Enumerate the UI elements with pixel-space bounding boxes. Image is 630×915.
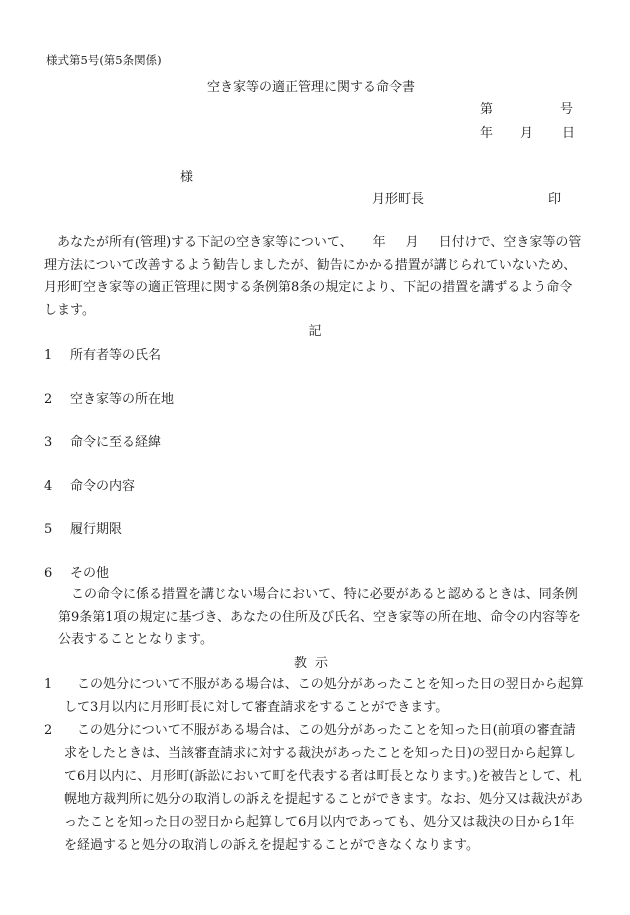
note-number: 2 bbox=[44, 723, 53, 738]
list-item bbox=[44, 431, 161, 450]
issuer: 月形町長 bbox=[372, 192, 425, 207]
document-number-suffix: 号 bbox=[560, 102, 574, 117]
note-number: 1 bbox=[44, 677, 53, 692]
seal-mark: 印 bbox=[548, 192, 562, 207]
list-item bbox=[44, 475, 135, 494]
date-year: 年 bbox=[480, 126, 494, 141]
form-number: 様式第5号(第5条関係) bbox=[46, 53, 162, 67]
list-item bbox=[44, 344, 161, 363]
body-rest: 日付けで、空き家等の管理方法について改善するよう勧告しましたが、勧告にかかる措置が講じられていないため、月形町空き家等の適正管理に関する条例第8条の規定により、下記の措置を講ずるよう命令します。 bbox=[44, 235, 582, 318]
item-number: 5 bbox=[44, 522, 53, 537]
list-item bbox=[44, 388, 174, 407]
date-day: 日 bbox=[562, 126, 576, 141]
ki-heading: 記 bbox=[308, 324, 322, 339]
note-text: この処分について不服がある場合は、この処分があったことを知った日(前項の審査請求をしたときは、当該審査請求に対する裁決があったことを知った日)の翌日から起算して6月以内に、月形町(訴訟において町を代表する者は町長となります。)を被告として、札幌地方裁判所に処分の取消しの訴えを提起することができます。なお、処分又は裁決があったことを知った日の翌日から起算して6月以内であっても、処分又は裁決の日から1年を経過すると処分の取消しの訴えを提起することができなくなります。 bbox=[64, 723, 583, 853]
list-item bbox=[44, 518, 122, 537]
note-text: この処分について不服がある場合は、この処分があったことを知った日の翌日から起算して3月以内に月形町長に対して審査請求をすることができます。 bbox=[64, 677, 584, 715]
item-label: 命令に至る経緯 bbox=[70, 435, 162, 450]
document-title bbox=[0, 76, 630, 95]
note-item bbox=[44, 673, 586, 719]
kyoji-heading: 教示 bbox=[293, 656, 336, 671]
item-number: 6 bbox=[44, 566, 53, 581]
body-month: 月 bbox=[405, 235, 419, 250]
item-number: 3 bbox=[44, 435, 53, 450]
item-label: 空き家等の所在地 bbox=[70, 392, 175, 407]
body-paragraph bbox=[44, 232, 584, 322]
item-number: 1 bbox=[44, 348, 53, 363]
note-item bbox=[44, 719, 586, 857]
item-label: 履行期限 bbox=[70, 522, 123, 537]
item-label: その他 bbox=[70, 566, 110, 581]
item-number: 2 bbox=[44, 392, 53, 407]
item-number: 4 bbox=[44, 479, 53, 494]
document-number-prefix: 第 bbox=[480, 102, 494, 117]
body-year: 年 bbox=[372, 235, 386, 250]
body-part1: あなたが所有(管理)する下記の空き家等について、 bbox=[57, 235, 353, 250]
item-label: 所有者等の氏名 bbox=[70, 348, 162, 363]
addressee-suffix: 様 bbox=[180, 170, 194, 185]
item-label: 命令の内容 bbox=[70, 479, 136, 494]
document-title-text: 空き家等の適正管理に関する命令書 bbox=[206, 80, 415, 95]
other-paragraph: この命令に係る措置を講じない場合において、特に必要があると認めるときは、同条例第9条第1項の規定に基づき、あなたの住所及び氏名、空き家等の所在地、命令の内容等を公表することとなります。 bbox=[58, 587, 582, 647]
list-item bbox=[44, 562, 109, 581]
date-month: 月 bbox=[520, 126, 534, 141]
